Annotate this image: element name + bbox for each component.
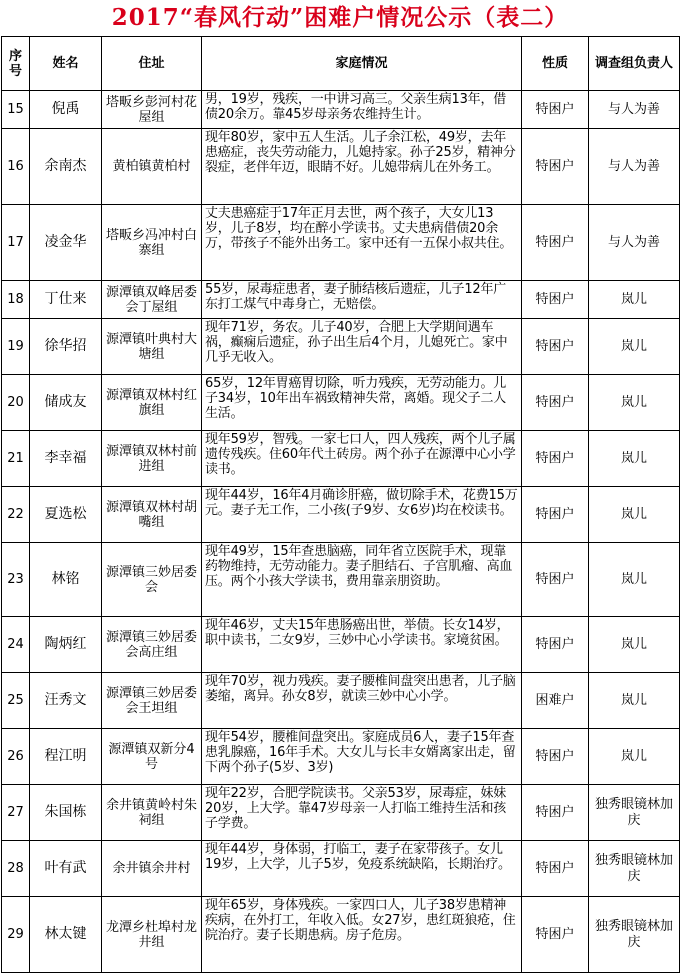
cell-family: 丈夫患癌症于17年正月去世，两个孩子，大女儿13岁，儿子8岁，均在醉小学读书。丈夫患病借债20余万，带孩子不能外出务工。家中还有一五保小叔共住。 (202, 205, 522, 281)
cell-address: 龙潭乡杜埠村龙井组 (102, 897, 202, 973)
cell-no: 21 (2, 431, 30, 487)
cell-address: 余井镇余井村 (102, 841, 202, 897)
cell-family: 男，19岁，残疾，一中讲习高三。父亲生病13年，借债20余万。靠45岁母亲务农维持生计。 (202, 91, 522, 129)
cell-no: 19 (2, 319, 30, 375)
cell-family: 现年44岁，身体弱，打临工，妻子在家带孩子。女儿19岁，上大学，儿子5岁，免疫系统缺陷，长期治疗。 (202, 841, 522, 897)
cell-family: 现年71岁，务农。儿子40岁，合肥上大学期间遇车祸，癫痫后遗症，孙子出生后4个月，儿媳死亡。家中几乎无收入。 (202, 319, 522, 375)
cell-address: 源潭镇三妙居委会王坦组 (102, 673, 202, 729)
header-type: 性质 (522, 37, 589, 91)
header-address: 住址 (102, 37, 202, 91)
header-family: 家庭情况 (202, 37, 522, 91)
cell-no: 24 (2, 617, 30, 673)
cell-no: 16 (2, 129, 30, 205)
cell-leader: 岚儿 (589, 487, 680, 543)
cell-leader: 与人为善 (589, 205, 680, 281)
cell-leader: 独秀眼镜林加庆 (589, 841, 680, 897)
cell-name: 陶炳红 (30, 617, 102, 673)
cell-address: 源潭镇叶典村大塘组 (102, 319, 202, 375)
cell-address: 源潭镇双新分4号 (102, 729, 202, 785)
cell-leader: 与人为善 (589, 91, 680, 129)
cell-address: 塔畈乡冯冲村白寨组 (102, 205, 202, 281)
cell-name: 汪秀文 (30, 673, 102, 729)
cell-name: 凌金华 (30, 205, 102, 281)
table-row (2, 673, 680, 729)
cell-type: 特困户 (522, 897, 589, 973)
cell-family: 55岁，尿毒症患者，妻子肺结核后遗症，儿子12年广东打工煤气中毒身亡，无赔偿。 (202, 281, 522, 319)
cell-type: 特困户 (522, 785, 589, 841)
cell-name: 叶有武 (30, 841, 102, 897)
cell-family: 65岁，12年胃癌胃切除，听力残疾，无劳动能力。儿子34岁，10年出车祸致精神失常，离婚。现父子二人生活。 (202, 375, 522, 431)
cell-family: 现年49岁，15年查患脑癌，同年省立医院手术，现靠药物维持，无劳动能力。妻子胆结石、子宫肌瘤、高血压。两个小孩大学读书，费用靠亲朋资助。 (202, 543, 522, 617)
cell-type: 特困户 (522, 205, 589, 281)
table-row (2, 617, 680, 673)
cell-name: 储成友 (30, 375, 102, 431)
table-row (2, 281, 680, 319)
cell-address: 源潭镇双林村红旗组 (102, 375, 202, 431)
cell-type: 特困户 (522, 543, 589, 617)
cell-no: 23 (2, 543, 30, 617)
cell-family: 现年44岁，16年4月确诊肝癌，做切除手术，花费15万元。妻子无工作，二小孩(子9岁、女6岁)均在校读书。 (202, 487, 522, 543)
cell-leader: 岚儿 (589, 281, 680, 319)
cell-leader: 岚儿 (589, 543, 680, 617)
cell-leader: 与人为善 (589, 129, 680, 205)
table-row (2, 543, 680, 617)
table-row (2, 487, 680, 543)
table-row (2, 205, 680, 281)
cell-leader: 岚儿 (589, 673, 680, 729)
cell-no: 28 (2, 841, 30, 897)
cell-type: 特困户 (522, 91, 589, 129)
cell-address: 源潭镇双林村胡嘴组 (102, 487, 202, 543)
cell-address: 塔畈乡彭河村花屋组 (102, 91, 202, 129)
poverty-household-table (1, 36, 680, 973)
header-name: 姓名 (30, 37, 102, 91)
cell-leader: 岚儿 (589, 319, 680, 375)
cell-family: 现年70岁，视力残疾。妻子腰椎间盘突出患者，儿子脑萎缩，离异。孙女8岁，就读三妙中心小学。 (202, 673, 522, 729)
cell-type: 特困户 (522, 487, 589, 543)
table-row (2, 785, 680, 841)
table-row (2, 897, 680, 973)
cell-leader: 独秀眼镜林加庆 (589, 785, 680, 841)
cell-family: 现年54岁，腰椎间盘突出。家庭成员6人，妻子15年查患乳腺癌，16年手术。大女儿与长丰女婿离家出走，留下两个孙子(5岁、3岁) (202, 729, 522, 785)
table-row (2, 841, 680, 897)
cell-type: 特困户 (522, 129, 589, 205)
table-row (2, 91, 680, 129)
cell-name: 程江明 (30, 729, 102, 785)
page-title: 2017“春风行动”困难户情况公示（表二） (111, 4, 569, 31)
cell-name: 夏选松 (30, 487, 102, 543)
cell-no: 27 (2, 785, 30, 841)
table-row (2, 319, 680, 375)
cell-address: 源潭镇三妙居委会高庄组 (102, 617, 202, 673)
cell-address: 源潭镇三妙居委会 (102, 543, 202, 617)
cell-address: 余井镇黄岭村朱祠组 (102, 785, 202, 841)
cell-leader: 岚儿 (589, 375, 680, 431)
cell-name: 林铭 (30, 543, 102, 617)
cell-name: 徐华招 (30, 319, 102, 375)
cell-no: 26 (2, 729, 30, 785)
header-no: 序号 (2, 37, 30, 91)
cell-name: 李幸福 (30, 431, 102, 487)
cell-address: 源潭镇双峰居委会丁屋组 (102, 281, 202, 319)
cell-type: 特困户 (522, 375, 589, 431)
cell-family: 现年46岁，丈夫15年患肠癌出世，举债。长女14岁，职中读书，二女9岁，三妙中心小学读书。家境贫困。 (202, 617, 522, 673)
cell-address: 源潭镇双林村前进组 (102, 431, 202, 487)
cell-name: 林太键 (30, 897, 102, 973)
cell-family: 现年80岁，家中五人生活。儿子余江松，49岁，去年患癌症，丧失劳动能力，儿媳持家。孙子25岁，精神分裂症，老伴年迈，眼睛不好。儿媳带病儿在外务工。 (202, 129, 522, 205)
cell-name: 余南杰 (30, 129, 102, 205)
cell-family: 现年65岁，身体残疾。一家四口人，儿子38岁患精神疾病，在外打工，年收入低。女27岁，患红斑狼疮，住院治疗。妻子长期患病。房子危房。 (202, 897, 522, 973)
table-row (2, 431, 680, 487)
cell-type: 特困户 (522, 281, 589, 319)
cell-type: 特困户 (522, 729, 589, 785)
cell-leader: 岚儿 (589, 617, 680, 673)
cell-no: 17 (2, 205, 30, 281)
cell-family: 现年59岁，智残。一家七口人，四人残疾，两个儿子属遗传残疾。住60年代土砖房。两个孙子在源潭中心小学读书。 (202, 431, 522, 487)
cell-no: 22 (2, 487, 30, 543)
cell-leader: 岚儿 (589, 729, 680, 785)
cell-family: 现年22岁，合肥学院读书。父亲53岁，尿毒症，妹妹20岁，上大学。靠47岁母亲一人打临工维持生活和孩子学费。 (202, 785, 522, 841)
table-row (2, 375, 680, 431)
cell-name: 倪禹 (30, 91, 102, 129)
cell-type: 特困户 (522, 841, 589, 897)
cell-name: 朱国栋 (30, 785, 102, 841)
cell-address: 黄柏镇黄柏村 (102, 129, 202, 205)
cell-type: 特困户 (522, 431, 589, 487)
cell-name: 丁仕来 (30, 281, 102, 319)
table-row (2, 729, 680, 785)
cell-no: 29 (2, 897, 30, 973)
table-row (2, 129, 680, 205)
header-leader: 调查组负责人 (589, 37, 680, 91)
cell-no: 25 (2, 673, 30, 729)
cell-type: 困难户 (522, 673, 589, 729)
cell-no: 15 (2, 91, 30, 129)
cell-leader: 岚儿 (589, 431, 680, 487)
cell-no: 20 (2, 375, 30, 431)
header-row (2, 37, 680, 91)
cell-leader: 独秀眼镜林加庆 (589, 897, 680, 973)
cell-type: 特困户 (522, 617, 589, 673)
cell-no: 18 (2, 281, 30, 319)
cell-type: 特困户 (522, 319, 589, 375)
